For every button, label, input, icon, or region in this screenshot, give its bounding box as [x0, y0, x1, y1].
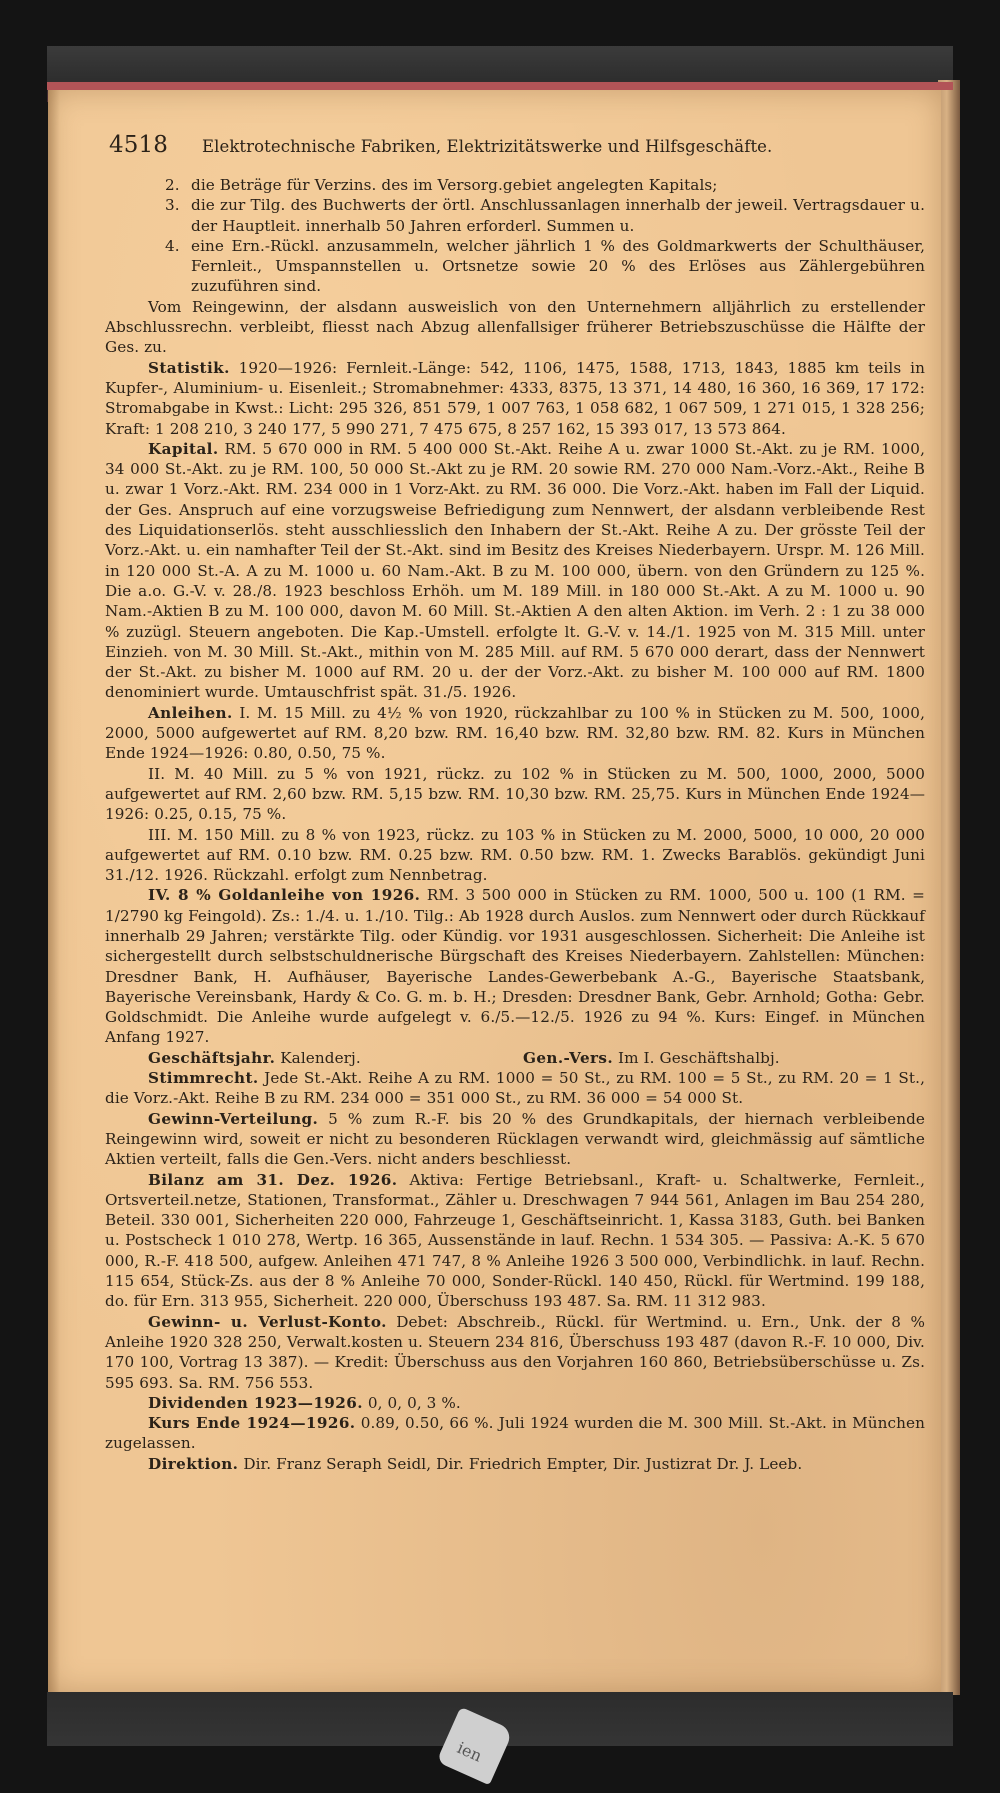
section-label-goldanleihe: IV. 8 % Goldanleihe von 1926. [148, 886, 421, 905]
section-text-geschaeftsjahr: Kalenderj. [280, 1048, 361, 1067]
paragraph-guv [105, 1312, 925, 1393]
paragraph-kapital [105, 439, 925, 703]
paragraph-kurs [105, 1413, 925, 1454]
list-item [165, 175, 925, 195]
section-label-geschaeftsjahr: Geschäftsjahr. [148, 1048, 276, 1067]
list-item-text: die zur Tilg. des Buchwerts der örtl. Anschlussanlagen innerhalb der jeweil. Vertragsdauer u. der Hauptleit. innerhalb 50 Jahren erforderl. Summen u. [191, 196, 925, 235]
section-text-direktion: Dir. Franz Seraph Seidl, Dir. Friedrich Empter, Dir. Justizrat Dr. J. Leeb. [243, 1454, 803, 1473]
paragraph-anleihen-3: III. M. 150 Mill. zu 8 % von 1923, rückz. zu 103 % in Stücken zu M. 2000, 5000, 10 000, 20 000 aufgewertet auf RM. 0.10 bzw. RM. 0.25 bzw. RM. 0.50 bzw. RM. 1. Zwecks Barablös. gekündigt Juni 31./12. 1926. Rückzahl. erfolgt zum Nennbetrag. [105, 825, 925, 885]
paragraph-geschaeftsjahr-genvers [105, 1048, 925, 1068]
section-text-stimmrecht: Jede St.-Akt. Reihe A zu RM. 1000 = 50 St., zu RM. 100 = 5 St., zu RM. 20 = 1 St., die Vorz.-Akt. Reihe B zu RM. 234 000 = 351 000 St., zu RM. 36 000 = 54 000 St. [105, 1069, 925, 1108]
paragraph-stimmrecht [105, 1068, 925, 1109]
page-red-edge [47, 82, 953, 90]
section-label-direktion: Direktion. [148, 1454, 239, 1473]
section-text-guv: Debet: Abschreib., Rückl. für Wertmind. u. Ern., Unk. der 8 % Anleihe 1920 328 250, Verwalt.kosten u. Steuern 234 816, Überschuss 193 487 (davon R.-F. 10 000, Div. 170 100, Vortrag 13 387). — Kredit: Überschuss aus den Vorjahren 160 860, Betriebsüberschüsse u. Zs. 595 693. Sa. RM. 756 553. [105, 1312, 925, 1392]
list-item-number: 3. [165, 196, 180, 215]
section-label-anleihen: Anleihen. [148, 703, 233, 722]
running-head: Elektrotechnische Fabriken, Elektrizitätswerke und Hilfsgeschäfte. [201, 137, 773, 156]
section-text-kapital: RM. 5 670 000 in RM. 5 400 000 St.-Akt. Reihe A u. zwar 1000 St.-Akt. zu je RM. 1000, 34 000 St.-Akt. zu je RM. 100, 50 000 St.-Akt zu je RM. 20 sowie RM. 270 000 Nam.-Vorz.-Akt., Reihe B u. zwar 1 Vorz.-Akt. RM. 234 000 in 1 Vorz-Akt. zu RM. 36 000. Die Vorz.-Akt. haben im Fall der Liquid. der Ges. Anspruch auf eine vorzugsweise Befriedigung zum Nennwert, der alsdann verbleibende Rest des Liquidationserlös. steht ausschliesslich den Inhabern der St.-Akt. Reihe A zu. Der grösste Teil der Vorz.-Akt. u. ein namhafter Teil der St.-Akt. sind im Besitz des Kreises Niederbayern. Urspr. M. 126 Mill. in 120 000 St.-A. A zu M. 1000 u. 60 Nam.-Akt. B zu M. 100 000, übern. von den Gründern zu 125 %. Die a.o. G.-V. v. 28./8. 1923 beschloss Erhöh. um M. 189 Mill. in 180 000 St.-Akt. A zu M. 1000 u. 90 Nam.-Aktien B zu M. 100 000, davon M. 60 Mill. St.-Aktien A den alten Aktion. im Verh. 2 : 1 zu 38 000 % zuzügl. Steuern angeboten. Die Kap.-Umstell. erfolgte lt. G.-V. v. 14./1. 1925 von M. 315 Mill. unter Einzieh. von M. 30 Mill. St.-Akt., mithin von M. 285 Mill. auf RM. 5 670 000 derart, dass der Nennwert der St.-Akt. zu bisher M. 1000 auf RM. 20 u. der der Vorz.-Akt. zu bisher M. 100 000 auf RM. 1800 denominiert wurde. Umtauschfrist spät. 31./5. 1926. [105, 439, 925, 702]
geschaeftsjahr-entry [105, 1048, 523, 1068]
section-label-gewinnverteilung: Gewinn-Verteilung. [148, 1109, 319, 1128]
section-text-statistik: 1920—1926: Fernleit.-Länge: 542, 1106, 1475, 1588, 1713, 1843, 1885 km teils in Kupfer-, Aluminium- u. Eisenleit.; Stromabnehmer: 4333, 8375, 13 371, 14 480, 16 360, 16 369, 17 172: Stromabgabe in Kwst.: Licht: 295 326, 851 579, 1 007 763, 1 058 682, 1 067 509, 1 271 015, 1 328 256; Kraft: 1 208 210, 3 240 177, 5 990 271, 7 475 675, 8 257 162, 15 393 017, 13 573 864. [105, 358, 925, 438]
list-item-text: eine Ern.-Rückl. anzusammeln, welcher jährlich 1 % des Goldmarkwerts der Schulthäuser, Fernleit., Umspannstellen u. Ortsnetze sowie 20 % des Erlöses aus Zählergebühren zuzuführen sind. [191, 236, 925, 296]
genvers-entry [523, 1048, 925, 1068]
paragraph-anleihen-4 [105, 885, 925, 1047]
section-label-kurs: Kurs Ende 1924—1926. [148, 1414, 356, 1433]
section-label-kapital: Kapital. [148, 439, 219, 458]
section-label-statistik: Statistik. [148, 358, 230, 377]
section-text-dividenden: 0, 0, 0, 3 %. [367, 1393, 461, 1412]
section-text-anleihen-1: I. M. 15 Mill. zu 4½ % von 1920, rückzahlbar zu 100 % in Stücken zu M. 500, 1000, 2000, 5000 aufgewertet auf RM. 8,20 bzw. RM. 16,40 bzw. RM. 32,80 bzw. RM. 82. Kurs in München Ende 1924—1926: 0.80, 0.50, 75 %. [105, 703, 925, 763]
section-text-kurs: 0.89, 0.50, 66 %. Juli 1924 wurden die M. 300 Mill. St.-Akt. in München zugelassen. [105, 1414, 925, 1453]
page-number: 4518 [109, 132, 168, 158]
paragraph-dividenden [105, 1393, 925, 1413]
section-label-guv: Gewinn- u. Verlust-Konto. [148, 1312, 387, 1331]
section-text-gewinnverteilung: 5 % zum R.-F. bis 20 % des Grundkapitals, der hiernach verbleibende Reingewinn wird, soweit er nicht zu besonderen Rücklagen verwandt wird, gleichmässig auf sämtliche Aktien verteilt, falls die Gen.-Vers. nicht anders beschliesst. [105, 1109, 925, 1169]
paragraph-bilanz [105, 1170, 925, 1312]
paragraph-statistik [105, 358, 925, 439]
paragraph-anleihen-1 [105, 703, 925, 764]
list-item [165, 236, 925, 297]
section-text-bilanz: Aktiva: Fertige Betriebsanl., Kraft- u. Schaltwerke, Fernleit., Ortsverteil.netze, Stationen, Transformat., Zähler u. Dreschwagen 7 944 561, Anlagen im Bau 254 280, Beteil. 330 001, Sicherheiten 220 000, Fahrzeuge 1, Geschäftseinricht. 1, Kassa 3183, Guth. bei Banken u. Postscheck 1 010 278, Wertp. 16 365, Aussenstände in lauf. Rechn. 1 534 305. — Passiva: A.-K. 5 670 000, R.-F. 418 500, aufgew. Anleihen 471 747, 8 % Anleihe 1926 3 500 000, Verbindlichk. in lauf. Rechn. 115 654, Stück-Zs. aus der 8 % Anleihe 70 000, Sonder-Rückl. 140 450, Rückl. für Wertmind. 199 188, do. für Ern. 313 955, Sicherheit. 220 000, Überschuss 193 487. Sa. RM. 11 312 983. [105, 1170, 925, 1311]
page-content [105, 132, 925, 1474]
page-fold-shadow [48, 90, 60, 1692]
book-cover-edge [938, 80, 960, 1695]
section-text-goldanleihe: RM. 3 500 000 in Stücken zu RM. 1000, 500 u. 100 (1 RM. = 1/2790 kg Feingold). Zs.: 1./4. u. 1./10. Tilg.: Ab 1928 durch Auslos. zum Nennwert oder durch Rückkauf innerhalb 29 Jahren; verstärkte Tilg. oder Kündig. vor 1931 ausgeschlossen. Sicherheit: Die Anleihe ist sichergestellt durch selbstschuldnerische Bürgschaft des Kreises Niederbayern. Zahlstellen: München: Dresdner Bank, H. Aufhäuser, Bayerische Landes-Gewerbebank A.-G., Bayerische Staatsbank, Bayerische Vereinsbank, Hardy & Co. G. m. b. H.; Dresden: Dresdner Bank, Gebr. Arnhold; Gotha: Gebr. Goldschmidt. Die Anleihe wurde aufgelegt v. 6./5.—12./5. 1926 zu 94 %. Kurs: Eingef. in München Anfang 1927. [105, 886, 925, 1047]
paragraph-reingewinn: Vom Reingewinn, der alsdann ausweislich von den Unternehmern alljährlich zu erstellender Abschlussrechn. verbleibt, fliesst nach Abzug allenfallsiger früherer Betriebszuschüsse die Hälfte der Ges. zu. [105, 297, 925, 357]
section-label-stimmrecht: Stimmrecht. [148, 1069, 259, 1088]
page-header [109, 132, 925, 175]
section-label-dividenden: Dividenden 1923—1926. [148, 1393, 363, 1412]
sticker-text: ien [454, 1738, 485, 1766]
paragraph-direktion [105, 1454, 925, 1474]
book-page [48, 90, 941, 1692]
section-label-bilanz: Bilanz am 31. Dez. 1926. [148, 1170, 398, 1189]
paragraph-gewinnverteilung [105, 1109, 925, 1170]
paragraph-anleihen-2: II. M. 40 Mill. zu 5 % von 1921, rückz. zu 102 % in Stücken zu M. 500, 1000, 2000, 5000 aufgewertet auf RM. 2,60 bzw. RM. 5,15 bzw. RM. 10,30 bzw. RM. 25,75. Kurs in München Ende 1924—1926: 0.25, 0.15, 75 %. [105, 764, 925, 824]
list-item-text: die Beträge für Verzins. des im Versorg.gebiet angelegten Kapitals; [191, 176, 718, 194]
section-label-genvers: Gen.-Vers. [523, 1048, 614, 1067]
list-item-number: 2. [165, 176, 180, 194]
list-item [165, 195, 925, 236]
section-text-genvers: Im I. Geschäftshalbj. [618, 1048, 780, 1067]
list-item-number: 4. [165, 236, 180, 255]
